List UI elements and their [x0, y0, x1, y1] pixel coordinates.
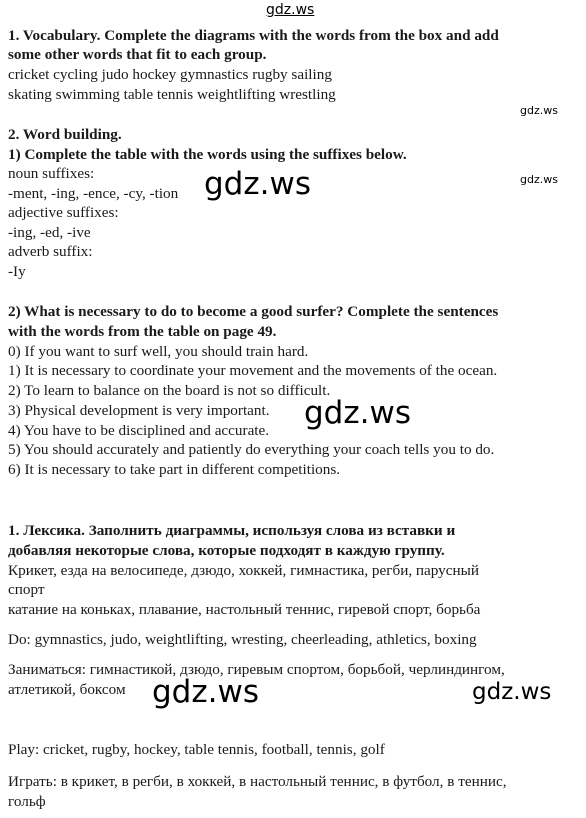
ru-task1-heading: 1. Лексика. Заполнить диаграммы, используя слова из вставки и: [8, 522, 456, 539]
adverb-suffix: -Iy: [8, 263, 26, 280]
play-list-ru: Играть: в крикет, в регби, в хоккей, в настольный теннис, в футбол, в теннис,: [8, 773, 507, 790]
do-list: Do: gymnastics, judo, weightlifting, wresting, cheerleading, athletics, boxing: [8, 631, 477, 648]
sentence-3: 3) Physical development is very important.: [8, 402, 270, 419]
do-list-ru: Заниматься: гимнастикой, дзюдо, гиревым спортом, борьбой, черлиндингом,: [8, 661, 505, 678]
watermark-big-3: gdz.ws: [152, 674, 259, 710]
noun-suffixes-label: noun suffixes:: [8, 165, 95, 182]
ru-task1-heading-cont: добавляя некоторые слова, которые подходят в каждую группу.: [8, 542, 445, 559]
sentence-2: 2) To learn to balance on the board is not so difficult.: [8, 382, 331, 399]
play-list-ru-cont: гольф: [8, 793, 46, 810]
task1-heading: 1. Vocabulary. Complete the diagrams with the words from the box and add: [8, 27, 499, 44]
ru-word-box-line-3: катание на коньках, плавание, настольный теннис, гиревой спорт, борьба: [8, 601, 481, 618]
adjective-suffixes-label: adjective suffixes:: [8, 204, 119, 221]
watermark-mid: gdz.ws: [472, 679, 552, 705]
word-box-line-1: cricket cycling judo hockey gymnastics rugby sailing: [8, 66, 332, 83]
watermark-right-2: gdz.ws: [520, 173, 558, 186]
sentence-6: 6) It is necessary to take part in different competitions.: [8, 461, 341, 478]
sentence-5: 5) You should accurately and patiently do everything your coach tells you to do.: [8, 441, 495, 458]
ru-word-box-line-2: спорт: [8, 581, 45, 598]
task2-2-heading: 2) What is necessary to do to become a good surfer? Complete the sentences: [8, 303, 499, 320]
task2-1-heading: 1) Complete the table with the words using the suffixes below.: [8, 146, 407, 163]
noun-suffixes: -ment, -ing, -ence, -cy, -tion: [8, 185, 179, 202]
watermark-big-1: gdz.ws: [204, 166, 311, 202]
task2-2-heading-cont: with the words from the table on page 49.: [8, 323, 277, 340]
task1-heading-cont: some other words that fit to each group.: [8, 46, 267, 63]
adverb-suffix-label: adverb suffix:: [8, 243, 93, 260]
sentence-4: 4) You have to be disciplined and accurate.: [8, 422, 270, 439]
watermark-right-1: gdz.ws: [520, 104, 558, 117]
adjective-suffixes: -ing, -ed, -ive: [8, 224, 91, 241]
watermark-big-2: gdz.ws: [304, 395, 411, 431]
sentence-0: 0) If you want to surf well, you should train hard.: [8, 343, 309, 360]
do-list-ru-cont: атлетикой, боксом: [8, 681, 126, 698]
play-list: Play: cricket, rugby, hockey, table tennis, football, tennis, golf: [8, 741, 385, 758]
sentence-1: 1) It is necessary to coordinate your movement and the movements of the ocean.: [8, 362, 498, 379]
task2-heading: 2. Word building.: [8, 126, 122, 143]
watermark-top[interactable]: gdz.ws: [266, 2, 315, 18]
ru-word-box-line-1: Крикет, езда на велосипеде, дзюдо, хоккей, гимнастика, регби, парусный: [8, 562, 479, 579]
word-box-line-2: skating swimming table tennis weightlifting wrestling: [8, 86, 336, 103]
